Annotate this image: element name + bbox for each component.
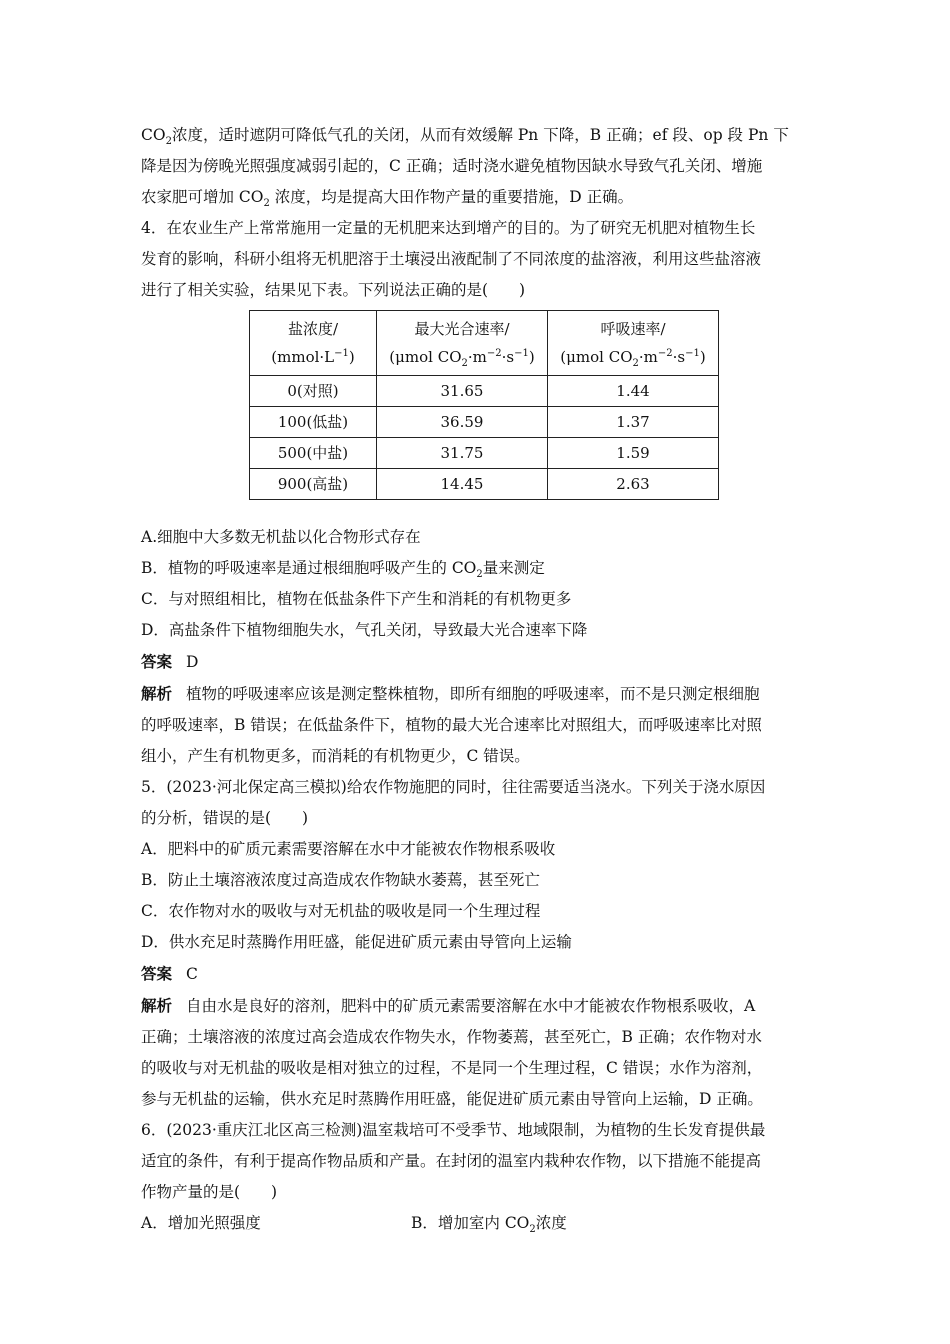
text-span: CO — [141, 126, 166, 144]
header-salt-concentration — [250, 311, 377, 376]
text-span: B．植物的呼吸速率是通过根细胞呼吸产生的 CO — [141, 559, 477, 577]
table-header-row — [250, 311, 719, 376]
text-span: B．增加室内 CO — [411, 1214, 530, 1232]
option-d: D．供水充足时蒸腾作用旺盛，能促进矿质元素由导管向上运输 — [141, 933, 572, 951]
option-c: C．农作物对水的吸收与对无机盐的吸收是同一个生理过程 — [141, 902, 541, 920]
table-row — [250, 469, 719, 500]
header-text: 盐浓度/ — [287, 320, 339, 338]
header-text: ) — [528, 348, 535, 366]
subscript: 2 — [165, 136, 172, 148]
question-stem: 的分析，错误的是( ) — [141, 809, 309, 827]
question-stem: 发育的影响，科研小组将无机肥溶于土壤浸出液配制了不同浓度的盐溶液，利用这些盐溶液 — [141, 250, 762, 268]
superscript: −2 — [486, 348, 502, 359]
header-text: ·s — [672, 348, 686, 366]
answer-line — [141, 958, 811, 990]
explanation-label: 解析 — [141, 996, 173, 1015]
option-a: A．增加光照强度 — [141, 1214, 261, 1232]
option-a: A.细胞中大多数无机盐以化合物形式存在 — [141, 528, 421, 546]
header-text: ) — [699, 348, 706, 366]
question-5 — [141, 772, 811, 1115]
text-line: 降是因为傍晚光照强度减弱引起的，C 正确；适时浇水避免植物因缺水导致气孔关闭、增施 — [141, 157, 763, 175]
answer-label: 答案 — [141, 652, 173, 671]
table-row — [250, 407, 719, 438]
superscript: −2 — [657, 348, 673, 359]
table-row — [250, 376, 719, 407]
subscript: 2 — [461, 358, 468, 369]
question-stem: 6．(2023·重庆江北区高三检测)温室栽培可不受季节、地域限制，为植物的生长发育提供最 — [141, 1121, 766, 1139]
table-cell: 900(高盐) — [250, 469, 377, 500]
header-text: (μmol CO — [389, 348, 462, 366]
header-text: (μmol CO — [560, 348, 633, 366]
header-text: ·m — [638, 348, 658, 366]
question-stem: 5．(2023·河北保定高三模拟)给农作物施肥的同时，往往需要适当浇水。下列关于浇水原因 — [141, 778, 766, 796]
answer-value: C — [186, 965, 198, 983]
explanation-text: 自由水是良好的溶剂，肥料中的矿质元素需要溶解在水中才能被农作物根系吸收，A — [186, 997, 756, 1015]
option-d: D．高盐条件下植物细胞失水，气孔关闭，导致最大光合速率下降 — [141, 621, 588, 639]
table-cell: 100(低盐) — [250, 407, 377, 438]
text-span: 浓度，适时遮阴可降低气孔的关闭，从而有效缓解 Pn 下降，B 正确；ef 段、op 段 Pn 下 — [171, 126, 789, 144]
superscript: −1 — [334, 348, 349, 359]
text-span: 浓度 — [535, 1214, 567, 1232]
explanation-text: 植物的呼吸速率应该是测定整株植物，即所有细胞的呼吸速率，而不是只测定根细胞 — [186, 685, 760, 703]
header-text: ·m — [467, 348, 487, 366]
subscript: 2 — [476, 569, 483, 581]
header-respiration-rate — [548, 311, 719, 376]
option-b: B．防止土壤溶液浓度过高造成农作物缺水萎蔫，甚至死亡 — [141, 871, 540, 889]
text-span: 量来测定 — [482, 559, 545, 577]
question-stem: 作物产量的是( ) — [141, 1183, 278, 1201]
table-cell: 31.75 — [377, 438, 548, 469]
question-4 — [141, 213, 811, 772]
question-stem: 进行了相关实验，结果见下表。下列说法正确的是( ) — [141, 281, 526, 299]
explanation-line: 的呼吸速率，B 错误；在低盐条件下，植物的最大光合速率比对照组大，而呼吸速率比对照 — [141, 716, 762, 734]
table-cell: 31.65 — [377, 376, 548, 407]
answer-label: 答案 — [141, 964, 173, 983]
superscript: −1 — [514, 348, 529, 359]
explanation-label: 解析 — [141, 684, 173, 703]
option-a: A．肥料中的矿质元素需要溶解在水中才能被农作物根系吸收 — [141, 840, 556, 858]
explanation-line: 的吸收与对无机盐的吸收是相对独立的过程，不是同一个生理过程，C 错误；水作为溶剂， — [141, 1059, 763, 1077]
question-stem: 适宜的条件，有利于提高作物品质和产量。在封闭的温室内栽种农作物，以下措施不能提高 — [141, 1152, 762, 1170]
table-cell: 1.37 — [548, 407, 719, 438]
options-row — [141, 1208, 811, 1239]
table-cell: 1.44 — [548, 376, 719, 407]
text-line — [141, 182, 811, 213]
document-body — [141, 120, 811, 1239]
text-span: 农家肥可增加 CO — [141, 188, 264, 206]
text-line — [141, 120, 811, 151]
text-span: 浓度，均是提高大田作物产量的重要措施，D 正确。 — [269, 188, 634, 206]
option-c: C．与对照组相比，植物在低盐条件下产生和消耗的有机物更多 — [141, 590, 572, 608]
option-b — [411, 1208, 567, 1239]
previous-explanation-continuation — [141, 120, 811, 213]
subscript: 2 — [632, 358, 639, 369]
table-cell: 500(中盐) — [250, 438, 377, 469]
header-text: ) — [348, 348, 355, 366]
explanation-line: 正确；土壤溶液的浓度过高会造成农作物失水，作物萎蔫，甚至死亡，B 正确；农作物对水 — [141, 1028, 762, 1046]
header-text: 最大光合速率/ — [414, 320, 510, 338]
explanation-line: 参与无机盐的运输，供水充足时蒸腾作用旺盛，能促进矿质元素由导管向上运输，D 正确。 — [141, 1090, 763, 1108]
answer-value: D — [186, 653, 199, 671]
question-stem: 4．在农业生产上常常施用一定量的无机肥来达到增产的目的。为了研究无机肥对植物生长 — [141, 219, 756, 237]
answer-line — [141, 646, 811, 678]
superscript: −1 — [685, 348, 700, 359]
header-max-photosynthesis-rate — [377, 311, 548, 376]
table-row — [250, 438, 719, 469]
explanation-line — [141, 678, 811, 710]
table-cell: 36.59 — [377, 407, 548, 438]
header-text: 呼吸速率/ — [600, 320, 666, 338]
explanation-line — [141, 990, 811, 1022]
table-cell: 14.45 — [377, 469, 548, 500]
subscript: 2 — [263, 198, 270, 210]
table-cell: 0(对照) — [250, 376, 377, 407]
option-b — [141, 553, 811, 584]
table-cell: 2.63 — [548, 469, 719, 500]
header-text: (mmol·L — [271, 348, 335, 366]
subscript: 2 — [529, 1224, 536, 1236]
table-cell: 1.59 — [548, 438, 719, 469]
header-text: ·s — [501, 348, 515, 366]
question-6 — [141, 1115, 811, 1239]
explanation-line: 组小，产生有机物更多，而消耗的有机物更少，C 错误。 — [141, 747, 530, 765]
salt-concentration-table — [249, 310, 719, 500]
